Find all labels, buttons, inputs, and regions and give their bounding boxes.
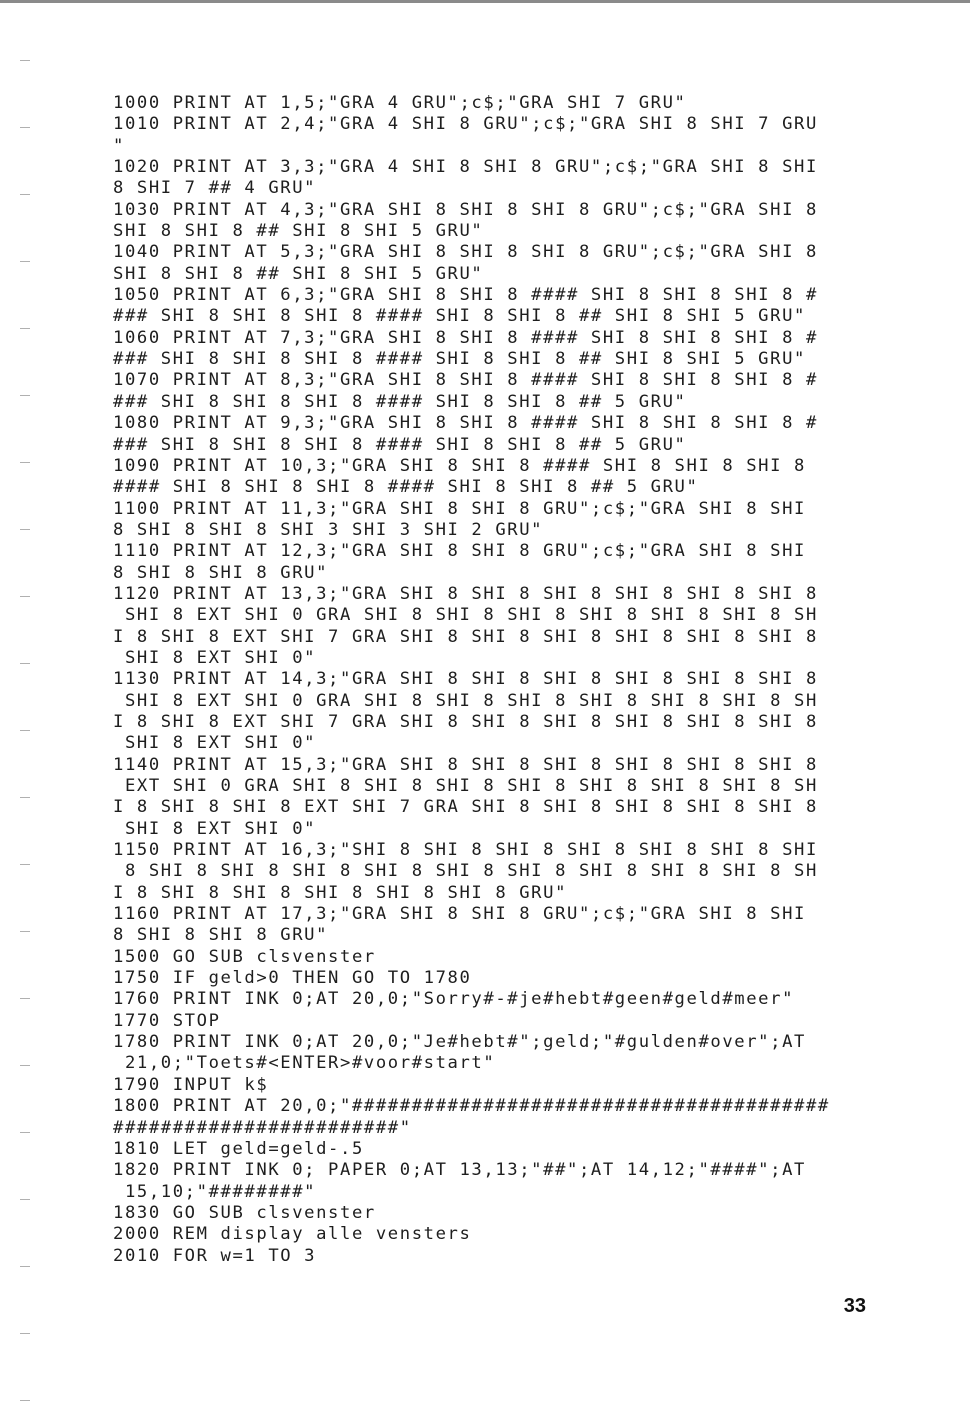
margin-mark [20,1266,30,1267]
code-line: ### SHI 8 SHI 8 SHI 8 #### SHI 8 SHI 8 ## 5 GRU" [113,391,687,412]
code-line: SHI 8 EXT SHI 0" [113,647,317,668]
code-line: 8 SHI 8 SHI 8 GRU" [113,562,329,583]
code-line: 1080 PRINT AT 9,3;"GRA SHI 8 SHI 8 #### SHI 8 SHI 8 SHI 8 # [113,413,818,434]
code-line: ########################" [113,1117,412,1138]
code-line: I 8 SHI 8 SHI 8 EXT SHI 7 GRA SHI 8 SHI 8 SHI 8 SHI 8 SHI 8 [113,797,818,818]
code-line: " [113,135,125,156]
code-line: 1110 PRINT AT 12,3;"GRA SHI 8 SHI 8 GRU";c$;"GRA SHI 8 SHI [113,541,806,562]
code-line: 1140 PRINT AT 15,3;"GRA SHI 8 SHI 8 SHI 8 SHI 8 SHI 8 SHI 8 [113,754,818,775]
code-line: 1000 PRINT AT 1,5;"GRA 4 GRU";c$;"GRA SHI 7 GRU" [113,93,687,113]
margin-mark [20,998,30,999]
margin-mark [20,797,30,798]
margin-mark [20,1132,30,1133]
margin-mark [20,596,30,597]
margin-mark [20,1400,30,1401]
code-line: 1100 PRINT AT 11,3;"GRA SHI 8 SHI 8 GRU";c$;"GRA SHI 8 SHI [113,498,806,519]
code-line: I 8 SHI 8 EXT SHI 7 GRA SHI 8 SHI 8 SHI 8 SHI 8 SHI 8 SHI 8 [113,626,818,647]
top-border-rule [0,0,970,3]
code-line: 1040 PRINT AT 5,3;"GRA SHI 8 SHI 8 SHI 8 GRU";c$;"GRA SHI 8 [113,242,818,263]
margin-mark [20,931,30,932]
code-line: 1020 PRINT AT 3,3;"GRA 4 SHI 8 SHI 8 GRU";c$;"GRA SHI 8 SHI [113,157,818,178]
code-line: 1130 PRINT AT 14,3;"GRA SHI 8 SHI 8 SHI 8 SHI 8 SHI 8 SHI 8 [113,669,818,690]
code-line: ### SHI 8 SHI 8 SHI 8 #### SHI 8 SHI 8 ## SHI 8 SHI 5 GRU" [113,306,806,327]
code-line: 1780 PRINT INK 0;AT 20,0;"Je#hebt#";geld;"#gulden#over";AT [113,1032,806,1053]
margin-mark [20,730,30,731]
margin-mark [20,1199,30,1200]
margin-mark [20,127,30,128]
left-margin-marks [20,0,34,1421]
code-line: 1810 LET geld=geld-.5 [113,1138,364,1159]
code-line: SHI 8 EXT SHI 0 GRA SHI 8 SHI 8 SHI 8 SHI 8 SHI 8 SHI 8 SH [113,690,818,711]
basic-program-listing [113,93,873,1267]
margin-mark [20,663,30,664]
code-line: 1830 GO SUB clsvenster [113,1202,376,1223]
code-line: 1750 IF geld>0 THEN GO TO 1780 [113,968,472,989]
margin-mark [20,60,30,61]
code-line: 1820 PRINT INK 0; PAPER 0;AT 13,13;"##";AT 14,12;"####";AT [113,1160,806,1181]
code-line: 2010 FOR w=1 TO 3 [113,1245,317,1266]
code-line: 1090 PRINT AT 10,3;"GRA SHI 8 SHI 8 #### SHI 8 SHI 8 SHI 8 [113,455,806,476]
code-line: ### SHI 8 SHI 8 SHI 8 #### SHI 8 SHI 8 ## 5 GRU" [113,434,687,455]
code-line: 1050 PRINT AT 6,3;"GRA SHI 8 SHI 8 #### SHI 8 SHI 8 SHI 8 # [113,285,818,306]
code-line: 1070 PRINT AT 8,3;"GRA SHI 8 SHI 8 #### SHI 8 SHI 8 SHI 8 # [113,370,818,391]
margin-mark [20,529,30,530]
margin-mark [20,864,30,865]
code-line: 21,0;"Toets#<ENTER>#voor#start" [113,1053,496,1074]
page-number: 33 [843,1295,866,1317]
code-line: #### SHI 8 SHI 8 SHI 8 #### SHI 8 SHI 8 ## 5 GRU" [113,477,699,498]
code-line: I 8 SHI 8 SHI 8 SHI 8 SHI 8 SHI 8 GRU" [113,882,568,903]
code-line: 1500 GO SUB clsvenster [113,946,376,967]
code-line: 1760 PRINT INK 0;AT 20,0;"Sorry#-#je#hebt#geen#geld#meer" [113,989,795,1010]
code-line: 8 SHI 7 ## 4 GRU" [113,178,317,199]
code-line: 1790 INPUT k$ [113,1074,269,1095]
margin-mark [20,328,30,329]
code-line: SHI 8 EXT SHI 0" [113,818,317,839]
code-line: 1120 PRINT AT 13,3;"GRA SHI 8 SHI 8 SHI 8 SHI 8 SHI 8 SHI 8 [113,583,818,604]
margin-mark [20,462,30,463]
code-line: 8 SHI 8 SHI 8 GRU" [113,925,329,946]
code-line: SHI 8 SHI 8 ## SHI 8 SHI 5 GRU" [113,263,484,284]
code-line: 1030 PRINT AT 4,3;"GRA SHI 8 SHI 8 SHI 8 GRU";c$;"GRA SHI 8 [113,199,818,220]
code-line: I 8 SHI 8 EXT SHI 7 GRA SHI 8 SHI 8 SHI 8 SHI 8 SHI 8 SHI 8 [113,711,818,732]
code-line: 1160 PRINT AT 17,3;"GRA SHI 8 SHI 8 GRU";c$;"GRA SHI 8 SHI [113,904,806,925]
code-line: 15,10;"########" [113,1181,317,1202]
margin-mark [20,261,30,262]
margin-mark [20,1333,30,1334]
code-line: 1800 PRINT AT 20,0;"######################################## [113,1096,830,1117]
code-line: SHI 8 EXT SHI 0 GRA SHI 8 SHI 8 SHI 8 SHI 8 SHI 8 SHI 8 SH [113,605,818,626]
code-line: 1010 PRINT AT 2,4;"GRA 4 SHI 8 GRU";c$;"GRA SHI 8 SHI 7 GRU [113,114,818,135]
code-line: 2000 REM display alle vensters [113,1224,472,1245]
margin-mark [20,1065,30,1066]
code-line: SHI 8 SHI 8 ## SHI 8 SHI 5 GRU" [113,221,484,242]
code-line: ### SHI 8 SHI 8 SHI 8 #### SHI 8 SHI 8 ## SHI 8 SHI 5 GRU" [113,349,806,370]
code-line: 1060 PRINT AT 7,3;"GRA SHI 8 SHI 8 #### SHI 8 SHI 8 SHI 8 # [113,327,818,348]
code-line: EXT SHI 0 GRA SHI 8 SHI 8 SHI 8 SHI 8 SHI 8 SHI 8 SHI 8 SH [113,776,818,796]
code-line: 8 SHI 8 SHI 8 SHI 3 SHI 3 SHI 2 GRU" [113,519,544,540]
margin-mark [20,194,30,195]
code-line: SHI 8 EXT SHI 0" [113,733,317,754]
margin-mark [20,395,30,396]
code-line: 1150 PRINT AT 16,3;"SHI 8 SHI 8 SHI 8 SHI 8 SHI 8 SHI 8 SHI [113,840,818,861]
code-line: 8 SHI 8 SHI 8 SHI 8 SHI 8 SHI 8 SHI 8 SHI 8 SHI 8 SHI 8 SH [113,861,818,882]
code-line: 1770 STOP [113,1010,221,1031]
